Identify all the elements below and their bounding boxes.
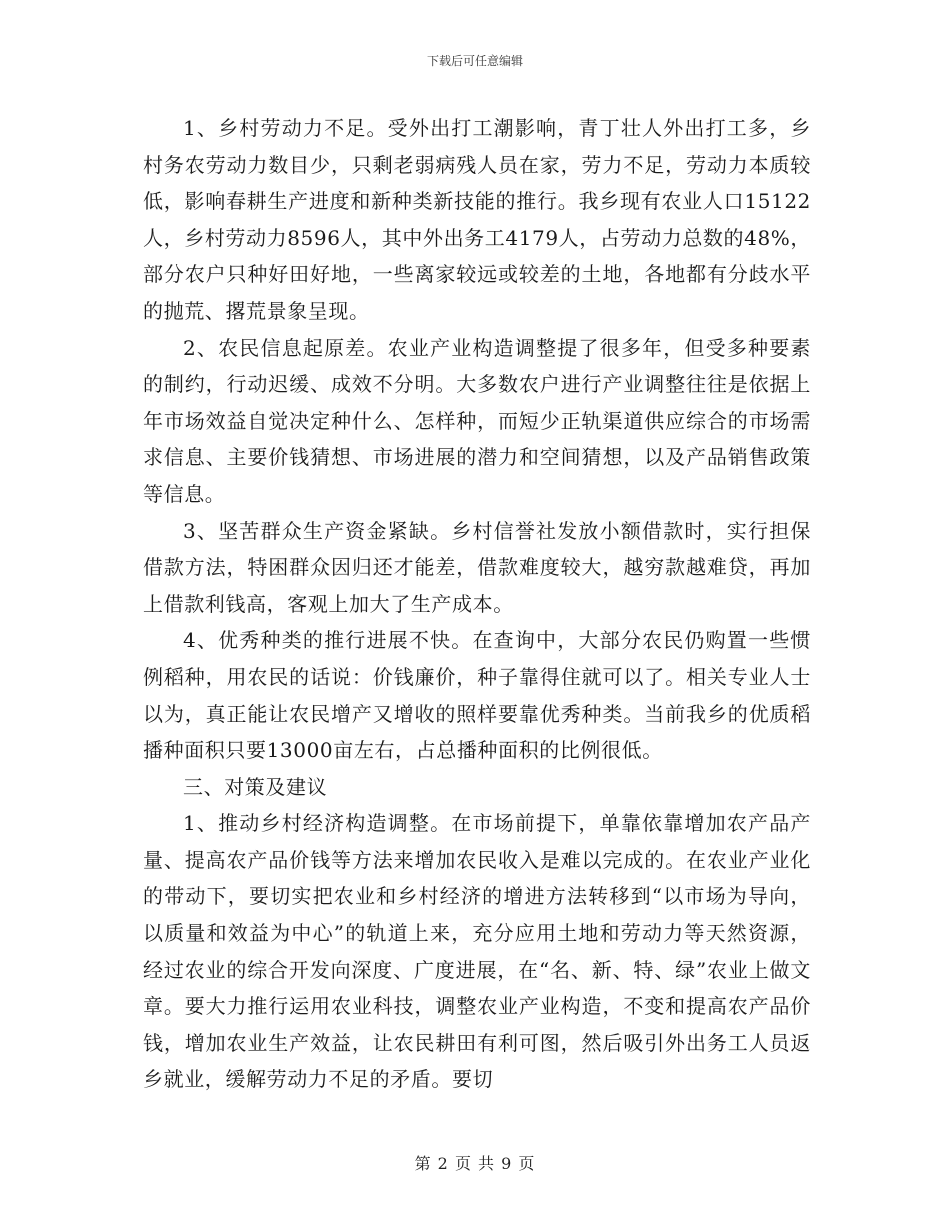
page-header: 下载后可任意编辑 [426,54,523,68]
paragraph-information-gap: 2、农民信息起原差。农业产业构造调整提了很多年，但受多种要素的制约，行动迟缓、成效不分明。大多数农户进行产业调整往往是依据上年市场效益自觉决定种什么、怎样种，而短少正轨渠道供应综合的市场需求信息、主要价钱猜想、市场进展的潜力和空间猜想，以及产品销售政策等信息。 [143,335,811,506]
paragraph-structural-adjustment: 1、推动乡村经济构造调整。在市场前提下，单靠依靠增加农产品产量、提高农产品价钱等方法来增加农民收入是难以完成的。在农业产业化的带动下，要切实把农业和乡村经济的增进方法转移到“以市场为导向，以质量和效益为中心”的轨道上来，充分应用土地和劳动力等天然资源，经过农业的综合开发向深度、广度进展，在“名、新、特、绿”农业上做文章。要大力推行运用农业科技，调整农业产业构造，不变和提高农产品价钱，增加农业生产效益，让农民耕田有利可图，然后吸引外出务工人员返乡就业，缓解劳动力不足的矛盾。要切 [143,811,811,1092]
document-body [143,110,811,1098]
paragraph-variety-promotion: 4、优秀种类的推行进展不快。在查询中，大部分农民仍购置一些惯例稻种，用农民的话说：价钱廉价，种子靠得住就可以了。相关专业人士以为，真正能让农民增产又增收的照样要靠优秀种类。当前我乡的优质稻播种面积只要13000亩左右，占总播种面积的比例很低。 [143,628,811,763]
section-heading-countermeasures: 三、对策及建议 [183,774,328,799]
paragraph-labor-shortage: 1、乡村劳动力不足。受外出打工潮影响，青丁壮人外出打工多，乡村务农劳动力数目少，只剩老弱病残人员在家，劳力不足，劳动力本质较低，影响春耕生产进度和新种类新技能的推行。我乡现有农业人口15122人，乡村劳动力8596人，其中外出务工4179人，占劳动力总数的48%，部分农户只种好田好地，一些离家较远或较差的土地，各地都有分歧水平的抛荒、撂荒景象呈现。 [143,116,811,323]
paragraph-capital-shortage: 3、坚苦群众生产资金紧缺。乡村信誉社发放小额借款时，实行担保借款方法，特困群众因归还才能差，借款难度较大，越穷款越难贷，再加上借款利钱高，客观上加大了生产成本。 [143,518,811,616]
page-footer: 第 2 页 共 9 页 [414,1154,536,1173]
